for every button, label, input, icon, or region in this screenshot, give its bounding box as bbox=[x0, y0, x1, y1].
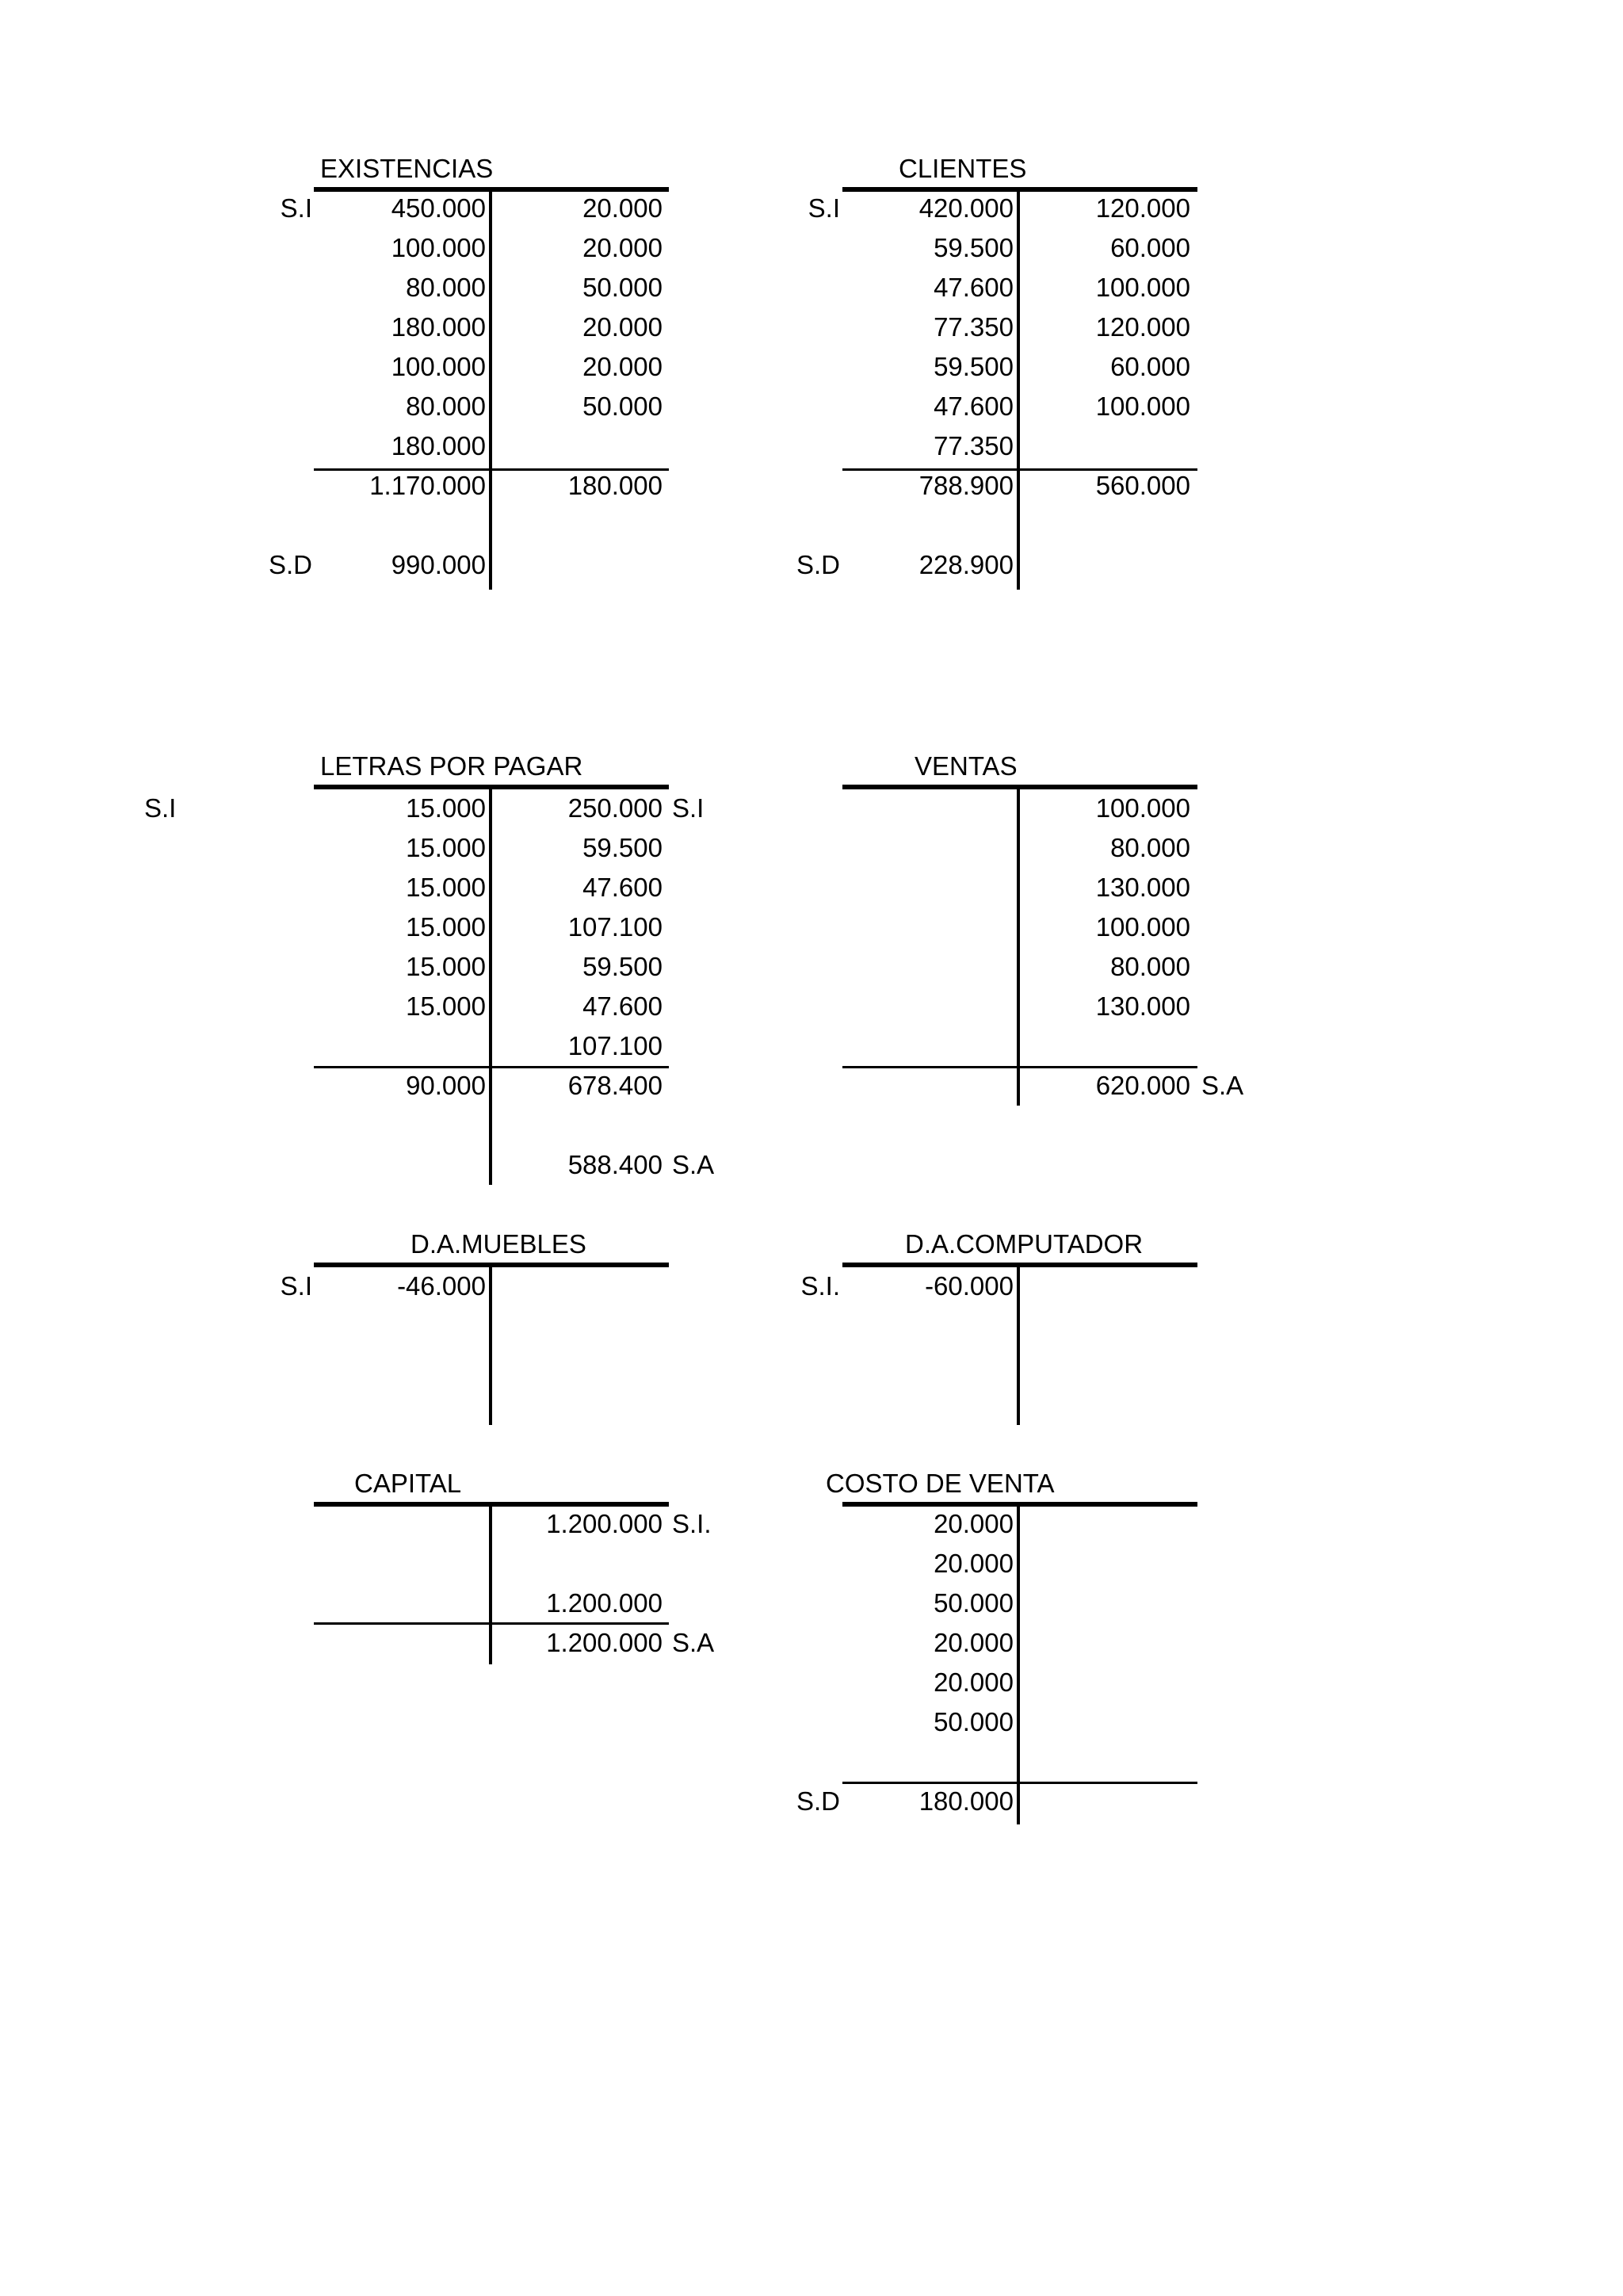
opening-balance-label: S.I. bbox=[672, 1509, 712, 1538]
t-account-divider bbox=[1017, 1265, 1020, 1425]
debit-entry: 47.600 bbox=[934, 273, 1014, 302]
t-account-divider bbox=[489, 189, 492, 590]
credit-entry: 130.000 bbox=[1095, 873, 1190, 902]
credit-entry: 59.500 bbox=[582, 833, 663, 862]
debit-entry: 59.500 bbox=[934, 352, 1014, 381]
t-account-top-line bbox=[842, 1502, 1197, 1507]
total-debit: 788.900 bbox=[918, 471, 1014, 500]
t-account-divider bbox=[489, 787, 492, 1185]
outer-opening-label: S.I bbox=[144, 793, 177, 823]
t-account-divider bbox=[489, 1265, 492, 1425]
account-title: EXISTENCIAS bbox=[320, 154, 494, 183]
account-title: D.A.MUEBLES bbox=[411, 1229, 586, 1259]
debit-entry: 15.000 bbox=[406, 833, 486, 862]
balance-amount: 588.400 bbox=[567, 1150, 663, 1179]
balance-label: S.A bbox=[672, 1150, 715, 1179]
balance-label: S.A bbox=[672, 1628, 715, 1657]
credit-entry: 80.000 bbox=[1110, 833, 1190, 862]
debit-entry: 47.600 bbox=[934, 392, 1014, 421]
totals-line bbox=[842, 1782, 1197, 1784]
t-account-top-line bbox=[842, 187, 1197, 192]
credit-entry: 120.000 bbox=[1095, 193, 1190, 223]
debit-entry: 77.350 bbox=[934, 431, 1014, 460]
credit-entry: 250.000 bbox=[567, 793, 663, 823]
credit-entry: 120.000 bbox=[1095, 312, 1190, 342]
opening-balance-label: S.I bbox=[672, 793, 705, 823]
balance-label: S.D bbox=[268, 550, 312, 579]
debit-entry: 20.000 bbox=[934, 1549, 1014, 1578]
debit-entry: 20.000 bbox=[934, 1668, 1014, 1697]
account-title: CAPITAL bbox=[354, 1469, 462, 1498]
t-account-divider bbox=[1017, 1504, 1020, 1824]
balance-amount: 620.000 bbox=[1095, 1071, 1190, 1100]
account-title: D.A.COMPUTADOR bbox=[905, 1229, 1144, 1259]
t-account-divider bbox=[489, 1504, 492, 1664]
account-title: LETRAS POR PAGAR bbox=[320, 751, 583, 781]
balance-amount: 990.000 bbox=[391, 550, 486, 579]
debit-entry: 15.000 bbox=[406, 991, 486, 1021]
debit-entry: 100.000 bbox=[391, 233, 486, 262]
debit-entry: 50.000 bbox=[934, 1707, 1014, 1736]
account-title: COSTO DE VENTA bbox=[826, 1469, 1055, 1498]
debit-entry: 15.000 bbox=[406, 793, 486, 823]
balance-amount: 228.900 bbox=[918, 550, 1014, 579]
t-account-top-line bbox=[842, 785, 1197, 789]
credit-entry: 60.000 bbox=[1110, 352, 1190, 381]
debit-entry: 50.000 bbox=[934, 1588, 1014, 1618]
credit-entry: 107.100 bbox=[567, 912, 663, 942]
opening-balance-label: S.I bbox=[280, 193, 312, 223]
t-account-divider bbox=[1017, 787, 1020, 1106]
opening-balance-label: S.I. bbox=[800, 1271, 840, 1301]
credit-entry: 100.000 bbox=[1095, 392, 1190, 421]
debit-entry: 59.500 bbox=[934, 233, 1014, 262]
total-credit: 1.200.000 bbox=[546, 1588, 663, 1618]
totals-line bbox=[314, 1066, 669, 1068]
totals-line bbox=[314, 1622, 669, 1625]
balance-label: S.D bbox=[796, 1786, 840, 1816]
t-account-top-line bbox=[842, 1263, 1197, 1267]
total-credit: 678.400 bbox=[567, 1071, 663, 1100]
credit-entry: 20.000 bbox=[582, 352, 663, 381]
credit-entry: 50.000 bbox=[582, 273, 663, 302]
account-title: CLIENTES bbox=[899, 154, 1027, 183]
debit-entry: 100.000 bbox=[391, 352, 486, 381]
credit-entry: 100.000 bbox=[1095, 912, 1190, 942]
credit-entry: 47.600 bbox=[582, 873, 663, 902]
credit-entry: 100.000 bbox=[1095, 273, 1190, 302]
debit-entry: -60.000 bbox=[925, 1271, 1014, 1301]
credit-entry: 80.000 bbox=[1110, 952, 1190, 981]
credit-entry: 107.100 bbox=[567, 1031, 663, 1060]
debit-entry: 420.000 bbox=[918, 193, 1014, 223]
debit-entry: 20.000 bbox=[934, 1628, 1014, 1657]
debit-entry: 180.000 bbox=[391, 312, 486, 342]
debit-entry: 180.000 bbox=[391, 431, 486, 460]
balance-amount: 1.200.000 bbox=[546, 1628, 663, 1657]
t-account-divider bbox=[1017, 189, 1020, 590]
debit-entry: 15.000 bbox=[406, 912, 486, 942]
credit-entry: 50.000 bbox=[582, 392, 663, 421]
debit-entry: -46.000 bbox=[397, 1271, 486, 1301]
opening-balance-label: S.I bbox=[808, 193, 840, 223]
credit-entry: 1.200.000 bbox=[546, 1509, 663, 1538]
debit-entry: 15.000 bbox=[406, 952, 486, 981]
opening-balance-label: S.I bbox=[280, 1271, 312, 1301]
credit-entry: 100.000 bbox=[1095, 793, 1190, 823]
credit-entry: 47.600 bbox=[582, 991, 663, 1021]
credit-entry: 60.000 bbox=[1110, 233, 1190, 262]
credit-entry: 20.000 bbox=[582, 312, 663, 342]
credit-entry: 20.000 bbox=[582, 193, 663, 223]
total-credit: 180.000 bbox=[567, 471, 663, 500]
debit-entry: 15.000 bbox=[406, 873, 486, 902]
debit-entry: 77.350 bbox=[934, 312, 1014, 342]
debit-entry: 20.000 bbox=[934, 1509, 1014, 1538]
total-debit: 90.000 bbox=[406, 1071, 486, 1100]
debit-entry: 80.000 bbox=[406, 392, 486, 421]
account-title: VENTAS bbox=[915, 751, 1018, 781]
credit-entry: 59.500 bbox=[582, 952, 663, 981]
credit-entry: 130.000 bbox=[1095, 991, 1190, 1021]
balance-label: S.D bbox=[796, 550, 840, 579]
balance-amount: 180.000 bbox=[918, 1786, 1014, 1816]
credit-entry: 20.000 bbox=[582, 233, 663, 262]
total-credit: 560.000 bbox=[1095, 471, 1190, 500]
debit-entry: 80.000 bbox=[406, 273, 486, 302]
total-debit: 1.170.000 bbox=[369, 471, 486, 500]
debit-entry: 450.000 bbox=[391, 193, 486, 223]
totals-line bbox=[842, 1066, 1197, 1068]
balance-label: S.A bbox=[1201, 1071, 1244, 1100]
